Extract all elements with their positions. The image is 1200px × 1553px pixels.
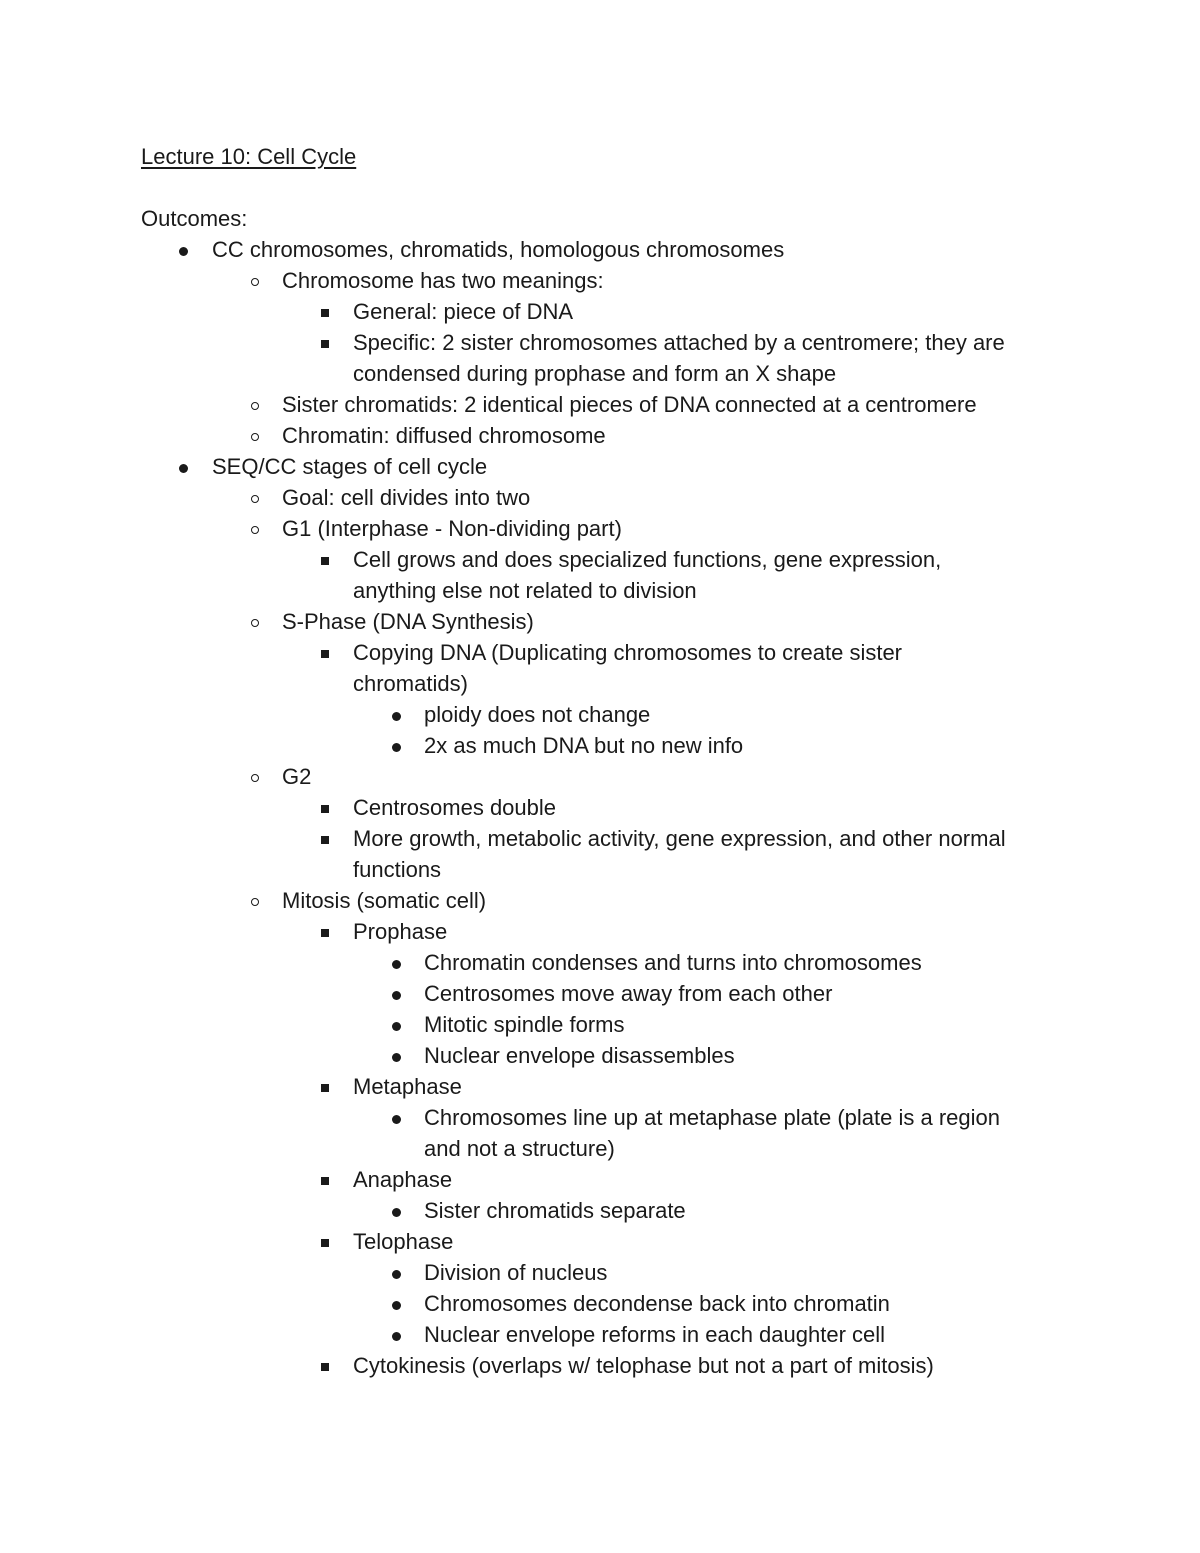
list-item-text: Chromatin condenses and turns into chromosomes <box>424 950 922 975</box>
list-item-text: Anaphase <box>353 1167 453 1192</box>
list-item-text: Chromosomes line up at metaphase plate (plate is a region <box>424 1105 1000 1130</box>
list-item-continuation <box>0 575 1200 606</box>
list-item-text: and not a structure) <box>424 1136 615 1161</box>
list-item <box>0 947 1200 978</box>
list-item <box>0 606 1200 637</box>
list-item <box>0 389 1200 420</box>
list-item-text: Mitosis (somatic cell) <box>282 888 487 913</box>
list-item <box>0 916 1200 947</box>
outline-list <box>0 234 1200 1381</box>
disc-bullet-icon <box>386 1288 406 1319</box>
list-item-continuation <box>0 1133 1200 1164</box>
square-bullet-icon <box>315 544 335 575</box>
list-item-text: Mitotic spindle forms <box>424 1012 625 1037</box>
list-item-text: G2 <box>282 764 312 789</box>
list-item-text: SEQ/CC stages of cell cycle <box>212 454 488 479</box>
list-item <box>0 327 1200 358</box>
list-item-text: Centrosomes move away from each other <box>424 981 833 1006</box>
square-bullet-icon <box>315 296 335 327</box>
list-item-text: Prophase <box>353 919 448 944</box>
list-item-text: Specific: 2 sister chromosomes attached by a centromere; they are <box>353 330 1005 355</box>
list-item-continuation <box>0 854 1200 885</box>
list-item-continuation <box>0 668 1200 699</box>
list-item-text: CC chromosomes, chromatids, homologous chromosomes <box>212 237 785 262</box>
circle-bullet-icon <box>245 513 265 544</box>
list-item-text: Chromosomes decondense back into chromatin <box>424 1291 890 1316</box>
list-item-text: G1 (Interphase - Non-dividing part) <box>282 516 622 541</box>
list-item-text: Metaphase <box>353 1074 462 1099</box>
disc-bullet-icon <box>386 1319 406 1350</box>
list-item <box>0 1319 1200 1350</box>
disc-bullet-icon <box>386 1009 406 1040</box>
list-item-continuation <box>0 358 1200 389</box>
disc-bullet-icon <box>173 234 193 265</box>
list-item-text: anything else not related to division <box>353 578 697 603</box>
list-item-text: Centrosomes double <box>353 795 557 820</box>
square-bullet-icon <box>315 1226 335 1257</box>
list-item <box>0 823 1200 854</box>
list-item-text: Division of nucleus <box>424 1260 608 1285</box>
list-item <box>0 1071 1200 1102</box>
list-item-text: General: piece of DNA <box>353 299 574 324</box>
list-item <box>0 1350 1200 1381</box>
square-bullet-icon <box>315 637 335 668</box>
list-item-text: Chromatin: diffused chromosome <box>282 423 606 448</box>
list-item <box>0 730 1200 761</box>
list-item <box>0 265 1200 296</box>
list-item-text: 2x as much DNA but no new info <box>424 733 744 758</box>
disc-bullet-icon <box>386 1040 406 1071</box>
list-item-text: Sister chromatids: 2 identical pieces of DNA connected at a centromere <box>282 392 977 417</box>
list-item <box>0 420 1200 451</box>
list-item-text: condensed during prophase and form an X shape <box>353 361 837 386</box>
square-bullet-icon <box>315 327 335 358</box>
disc-bullet-icon <box>386 1257 406 1288</box>
square-bullet-icon <box>315 1350 335 1381</box>
disc-bullet-icon <box>386 1102 406 1133</box>
list-item-text: Cell grows and does specialized functions, gene expression, <box>353 547 942 572</box>
disc-bullet-icon <box>386 730 406 761</box>
list-item-text: S-Phase (DNA Synthesis) <box>282 609 534 634</box>
list-item <box>0 761 1200 792</box>
list-item-text: Goal: cell divides into two <box>282 485 531 510</box>
list-item <box>0 234 1200 265</box>
list-item <box>0 544 1200 575</box>
list-item-text: Copying DNA (Duplicating chromosomes to create sister <box>353 640 903 665</box>
circle-bullet-icon <box>245 606 265 637</box>
square-bullet-icon <box>315 916 335 947</box>
list-item <box>0 451 1200 482</box>
list-item-text: chromatids) <box>353 671 468 696</box>
list-item-text: functions <box>353 857 442 882</box>
list-item-text: Nuclear envelope disassembles <box>424 1043 735 1068</box>
disc-bullet-icon <box>173 451 193 482</box>
circle-bullet-icon <box>245 389 265 420</box>
square-bullet-icon <box>315 1164 335 1195</box>
disc-bullet-icon <box>386 699 406 730</box>
list-item <box>0 1040 1200 1071</box>
square-bullet-icon <box>315 1071 335 1102</box>
list-item-text: Telophase <box>353 1229 454 1254</box>
list-item <box>0 1102 1200 1133</box>
list-item <box>0 1257 1200 1288</box>
list-item-text: Sister chromatids separate <box>424 1198 686 1223</box>
list-item <box>0 1009 1200 1040</box>
list-item-text: Nuclear envelope reforms in each daughter cell <box>424 1322 886 1347</box>
disc-bullet-icon <box>386 978 406 1009</box>
square-bullet-icon <box>315 823 335 854</box>
disc-bullet-icon <box>386 947 406 978</box>
circle-bullet-icon <box>245 761 265 792</box>
circle-bullet-icon <box>245 482 265 513</box>
list-item-text: Chromosome has two meanings: <box>282 268 604 293</box>
list-item <box>0 792 1200 823</box>
circle-bullet-icon <box>245 265 265 296</box>
list-item <box>0 482 1200 513</box>
list-item <box>0 637 1200 668</box>
list-item <box>0 513 1200 544</box>
list-item <box>0 885 1200 916</box>
list-item <box>0 1226 1200 1257</box>
list-item-text: More growth, metabolic activity, gene expression, and other normal <box>353 826 1006 851</box>
circle-bullet-icon <box>245 420 265 451</box>
square-bullet-icon <box>315 792 335 823</box>
list-item <box>0 978 1200 1009</box>
list-item <box>0 1195 1200 1226</box>
list-item-text: Cytokinesis (overlaps w/ telophase but not a part of mitosis) <box>353 1353 934 1378</box>
list-item <box>0 699 1200 730</box>
outcomes-heading: Outcomes: <box>141 206 248 231</box>
circle-bullet-icon <box>245 885 265 916</box>
page-title: Lecture 10: Cell Cycle <box>141 144 357 169</box>
list-item-text: ploidy does not change <box>424 702 651 727</box>
list-item <box>0 1288 1200 1319</box>
disc-bullet-icon <box>386 1195 406 1226</box>
list-item <box>0 296 1200 327</box>
list-item <box>0 1164 1200 1195</box>
